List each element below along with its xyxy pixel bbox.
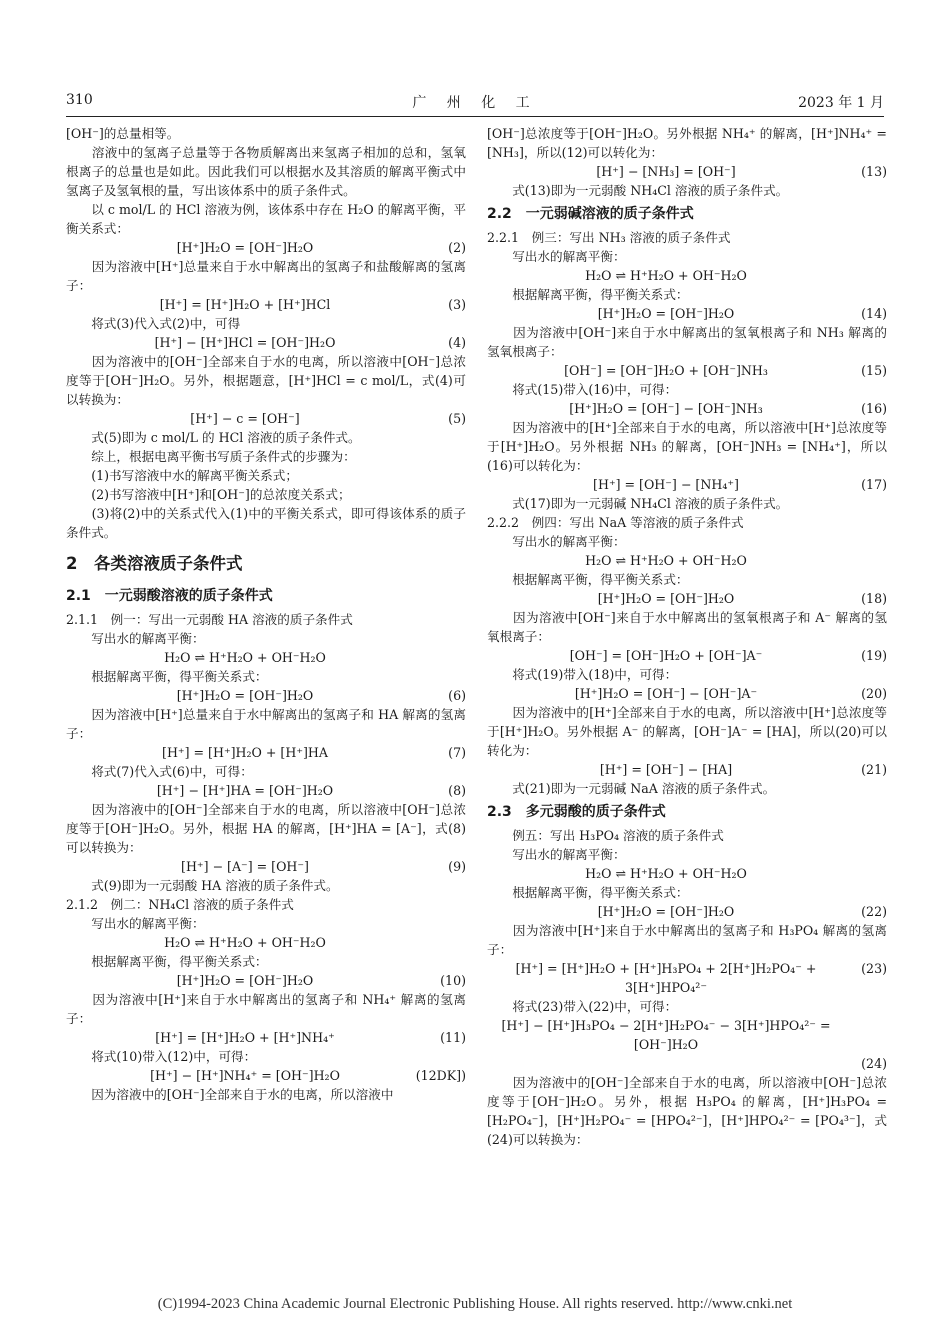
equation bbox=[487, 646, 887, 665]
equation-number: (12DK]) bbox=[415, 1068, 466, 1083]
equation-body: [H⁺]H₂O = [OH⁻] − [OH⁻]A⁻ bbox=[574, 686, 758, 701]
paragraph: 写出水的解离平衡： bbox=[66, 631, 205, 646]
equation-body: H₂O ⇌ H⁺H₂O + OH⁻H₂O bbox=[585, 866, 747, 881]
equation bbox=[487, 399, 887, 418]
equation bbox=[487, 266, 887, 285]
equation-number: (21) bbox=[861, 762, 887, 777]
equation bbox=[66, 933, 466, 952]
subsection-heading: 2.3 多元弱酸的质子条件式 bbox=[487, 804, 666, 820]
paragraph: 根据解离平衡，得平衡关系式： bbox=[487, 885, 689, 900]
paragraph: 将式(19)带入(18)中，可得： bbox=[487, 667, 678, 682]
equation-body: [OH⁻] = [OH⁻]H₂O + [OH⁻]A⁻ bbox=[569, 648, 763, 663]
equation-body: [H⁺] = [H⁺]H₂O + [H⁺]HCl bbox=[159, 297, 331, 312]
equation-body: [H⁺]H₂O = [OH⁻]H₂O bbox=[597, 904, 735, 919]
paragraph: 根据解离平衡，得平衡关系式： bbox=[66, 669, 268, 684]
paragraph: 因为溶液中的[OH⁻]全部来自于水的电离，所以溶液中 bbox=[66, 1087, 394, 1102]
equation bbox=[487, 684, 887, 703]
equation-number: (9) bbox=[448, 859, 466, 874]
equation bbox=[66, 1028, 466, 1047]
equation bbox=[487, 760, 887, 779]
paragraph: 写出水的解离平衡： bbox=[66, 916, 205, 931]
equation-number: (10) bbox=[440, 973, 466, 988]
paragraph: 写出水的解离平衡： bbox=[487, 249, 626, 264]
equation bbox=[487, 902, 887, 921]
equation bbox=[66, 743, 466, 762]
journal-title: 广 州 化 工 bbox=[412, 95, 538, 111]
paragraph: 因为溶液中的[OH⁻]全部来自于水的电离，所以溶液中[OH⁻]总浓度等于[OH⁻]H₂O。另外，根据 H₃PO₄ 的解离，[H⁺]H₃PO₄ = [H₂PO₄⁻]，[H⁺]H₂PO₄⁻ = [HPO₄²⁻]，[H⁺]HPO₄²⁻ = [PO₄³⁻]，式(24)可以转换为： bbox=[487, 1075, 887, 1147]
equation-number: (20) bbox=[861, 686, 887, 701]
paragraph: 式(5)即为 c mol/L 的 HCl 溶液的质子条件式。 bbox=[66, 430, 361, 445]
paragraph: 根据解离平衡，得平衡关系式： bbox=[66, 954, 268, 969]
paragraph: 2.2.2 例四：写出 NaA 等溶液的质子条件式 bbox=[487, 515, 744, 530]
paragraph: 因为溶液中的[OH⁻]全部来自于水的电离，所以溶液中[OH⁻]总浓度等于[OH⁻]H₂O。另外，根据 HA 的解离，[H⁺]HA = [A⁻]，式(8)可以转换为： bbox=[66, 802, 466, 855]
equation-body: [H⁺] = [H⁺]H₂O + [H⁺]NH₄⁺ bbox=[155, 1030, 335, 1045]
paragraph: 式(17)即为一元弱碱 NH₄Cl 溶液的质子条件式。 bbox=[487, 496, 789, 511]
equation-number: (16) bbox=[861, 401, 887, 416]
paragraph: 溶液中的氢离子总量等于各物质解离出来氢离子相加的总和，氢氧根离子的总量也是如此。因此我们可以根据水及其溶质的解离平衡式中氢离子及氢氧根的量，写出该体系中的质子条件式。 bbox=[66, 145, 466, 198]
equation-number: (15) bbox=[861, 363, 887, 378]
equation-number: (24) bbox=[861, 1056, 887, 1071]
paragraph: 因为溶液中[H⁺]来自于水中解离出的氢离子和 NH₄⁺ 解离的氢离子： bbox=[66, 992, 466, 1026]
right-column bbox=[487, 124, 887, 1149]
equation-body: [OH⁻] = [OH⁻]H₂O + [OH⁻]NH₃ bbox=[564, 363, 768, 378]
equation-body: [H⁺]H₂O = [OH⁻]H₂O bbox=[597, 591, 735, 606]
equation-body: [H⁺] − c = [OH⁻] bbox=[190, 411, 300, 426]
paragraph: 式(9)即为一元弱酸 HA 溶液的质子条件式。 bbox=[66, 878, 339, 893]
equation-body: [H⁺] − [H⁺]HA = [OH⁻]H₂O bbox=[156, 783, 334, 798]
equation bbox=[487, 475, 887, 494]
paragraph: 因为溶液中的[H⁺]全部来自于水的电离，所以溶液中[H⁺]总浓度等于[H⁺]H₂O。另外根据 NH₃ 的解离，[OH⁻]NH₃ = [NH₄⁺]，所以(16)可以转化为： bbox=[487, 420, 887, 473]
equation-number: (18) bbox=[861, 591, 887, 606]
equation bbox=[66, 648, 466, 667]
equation bbox=[487, 864, 887, 883]
equation bbox=[487, 589, 887, 608]
paragraph: 2.2.1 例三：写出 NH₃ 溶液的质子条件式 bbox=[487, 230, 731, 245]
equation bbox=[66, 857, 466, 876]
equation-body: [H⁺] = [H⁺]H₂O + [H⁺]HA bbox=[162, 745, 328, 760]
equation bbox=[487, 959, 887, 997]
equation-number: (13) bbox=[861, 164, 887, 179]
paragraph: 因为溶液中[H⁺]来自于水中解离出的氢离子和 H₃PO₄ 解离的氢离子： bbox=[487, 923, 887, 957]
equation-number: (11) bbox=[440, 1030, 466, 1045]
equation bbox=[487, 551, 887, 570]
header-rule bbox=[66, 116, 884, 117]
equation-number: (19) bbox=[861, 648, 887, 663]
equation-body: [H⁺] = [OH⁻] − [NH₄⁺] bbox=[593, 477, 739, 492]
paragraph: [OH⁻]总浓度等于[OH⁻]H₂O。另外根据 NH₄⁺ 的解离，[H⁺]NH₄⁺ = [NH₃]，所以(12)可以转化为： bbox=[487, 126, 887, 160]
paragraph: 写出水的解离平衡： bbox=[487, 847, 626, 862]
equation-body: [H⁺] = [H⁺]H₂O + [H⁺]H₃PO₄ + 2[H⁺]H₂PO₄⁻ + 3[H⁺]HPO₄²⁻ bbox=[515, 961, 817, 995]
paragraph: 以 c mol/L 的 HCl 溶液为例，该体系中存在 H₂O 的解离平衡，平衡关系式： bbox=[66, 202, 466, 236]
equation-number: (7) bbox=[448, 745, 466, 760]
issue-date: 2023 年 1 月 bbox=[798, 95, 884, 111]
equation-number: (8) bbox=[448, 783, 466, 798]
equation-number: (14) bbox=[861, 306, 887, 321]
equation-number: (2) bbox=[448, 240, 466, 255]
paragraph: 根据解离平衡，得平衡关系式： bbox=[487, 287, 689, 302]
paragraph: 2.1.2 例二：NH₄Cl 溶液的质子条件式 bbox=[66, 897, 294, 912]
paragraph: 根据解离平衡，得平衡关系式： bbox=[487, 572, 689, 587]
equation bbox=[487, 361, 887, 380]
subsection-heading: 2.1 一元弱酸溶液的质子条件式 bbox=[66, 588, 273, 604]
equation-number: (4) bbox=[448, 335, 466, 350]
paragraph: 将式(3)代入式(2)中，可得 bbox=[66, 316, 241, 331]
equation-body: H₂O ⇌ H⁺H₂O + OH⁻H₂O bbox=[585, 553, 747, 568]
paragraph: 将式(15)带入(16)中，可得： bbox=[487, 382, 678, 397]
equation bbox=[487, 1016, 887, 1054]
equation-body: [H⁺] − [NH₃] = [OH⁻] bbox=[596, 164, 736, 179]
equation bbox=[66, 686, 466, 705]
equation-number: (22) bbox=[861, 904, 887, 919]
equation bbox=[66, 1066, 466, 1085]
equation-body: [H⁺]H₂O = [OH⁻] − [OH⁻]NH₃ bbox=[569, 401, 763, 416]
equation bbox=[66, 238, 466, 257]
section-heading: 2 各类溶液质子条件式 bbox=[66, 554, 243, 573]
equation bbox=[66, 295, 466, 314]
paragraph: 综上，根据电离平衡书写质子条件式的步骤为： bbox=[66, 449, 356, 464]
equation bbox=[66, 781, 466, 800]
paragraph: (2)书写溶液中[H⁺]和[OH⁻]的总浓度关系式； bbox=[66, 487, 351, 502]
equation-body: H₂O ⇌ H⁺H₂O + OH⁻H₂O bbox=[585, 268, 747, 283]
paragraph: (3)将(2)中的关系式代入(1)中的平衡关系式，即可得该体系的质子条件式。 bbox=[66, 506, 466, 540]
paragraph: 例五：写出 H₃PO₄ 溶液的质子条件式 bbox=[487, 828, 724, 843]
equation-body: [H⁺] − [H⁺]H₃PO₄ − 2[H⁺]H₂PO₄⁻ − 3[H⁺]HPO₄²⁻ = [OH⁻]H₂O bbox=[501, 1018, 831, 1052]
equation bbox=[66, 971, 466, 990]
paragraph: 将式(7)代入式(6)中，可得： bbox=[66, 764, 253, 779]
paragraph: 式(13)即为一元弱酸 NH₄Cl 溶液的质子条件式。 bbox=[487, 183, 789, 198]
equation-body: [H⁺]H₂O = [OH⁻]H₂O bbox=[176, 688, 314, 703]
equation bbox=[487, 304, 887, 323]
equation-body: [H⁺] = [OH⁻] − [HA] bbox=[599, 762, 733, 777]
equation-number: (17) bbox=[861, 477, 887, 492]
paragraph: 写出水的解离平衡： bbox=[487, 534, 626, 549]
paragraph: [OH⁻]的总量相等。 bbox=[66, 126, 180, 141]
paragraph: 因为溶液中[H⁺]总量来自于水中解离出的氢离子和盐酸解离的氢离子： bbox=[66, 259, 466, 293]
equation-body: [H⁺] − [H⁺]HCl = [OH⁻]H₂O bbox=[154, 335, 336, 350]
page-header bbox=[66, 88, 884, 112]
copyright-footer: (C)1994-2023 China Academic Journal Electronic Publishing House. All rights reserved. http://www.cnki.net bbox=[157, 1296, 793, 1312]
equation-body: H₂O ⇌ H⁺H₂O + OH⁻H₂O bbox=[164, 935, 326, 950]
equation-body: [H⁺]H₂O = [OH⁻]H₂O bbox=[597, 306, 735, 321]
paragraph: 将式(10)带入(12)中，可得： bbox=[66, 1049, 257, 1064]
left-column bbox=[66, 124, 466, 1104]
paragraph: 因为溶液中[OH⁻]来自于水中解离出的氢氧根离子和 NH₃ 解离的氢氧根离子： bbox=[487, 325, 887, 359]
page-number: 310 bbox=[66, 92, 93, 108]
paragraph: 因为溶液中的[H⁺]全部来自于水的电离，所以溶液中[H⁺]总浓度等于[H⁺]H₂O。另外根据 A⁻ 的解离，[OH⁻]A⁻ = [HA]，所以(20)可以转化为： bbox=[487, 705, 887, 758]
equation bbox=[487, 162, 887, 181]
paragraph: 因为溶液中的[OH⁻]全部来自于水的电离，所以溶液中[OH⁻]总浓度等于[OH⁻]H₂O。另外，根据题意，[H⁺]HCl = c mol/L，式(4)可以转换为： bbox=[66, 354, 466, 407]
equation-body: [H⁺]H₂O = [OH⁻]H₂O bbox=[176, 973, 314, 988]
paragraph: 因为溶液中[H⁺]总量来自于水中解离出的氢离子和 HA 解离的氢离子： bbox=[66, 707, 466, 741]
equation-body: [H⁺] − [A⁻] = [OH⁻] bbox=[181, 859, 309, 874]
equation-body: [H⁺]H₂O = [OH⁻]H₂O bbox=[176, 240, 314, 255]
equation-number: (3) bbox=[448, 297, 466, 312]
equation-number: (5) bbox=[448, 411, 466, 426]
equation-body: [H⁺] − [H⁺]NH₄⁺ = [OH⁻]H₂O bbox=[150, 1068, 340, 1083]
paragraph: 因为溶液中[OH⁻]来自于水中解离出的氢氧根离子和 A⁻ 解离的氢氧根离子： bbox=[487, 610, 887, 644]
equation-number: (6) bbox=[448, 688, 466, 703]
subsection-heading: 2.2 一元弱碱溶液的质子条件式 bbox=[487, 206, 694, 222]
equation bbox=[66, 333, 466, 352]
paragraph: 2.1.1 例一：写出一元弱酸 HA 溶液的质子条件式 bbox=[66, 612, 353, 627]
equation-body: H₂O ⇌ H⁺H₂O + OH⁻H₂O bbox=[164, 650, 326, 665]
paragraph: 式(21)即为一元弱碱 NaA 溶液的质子条件式。 bbox=[487, 781, 776, 796]
paragraph: 将式(23)带入(22)中，可得： bbox=[487, 999, 678, 1014]
paragraph: (1)书写溶液中水的解离平衡关系式； bbox=[66, 468, 298, 483]
equation bbox=[66, 409, 466, 428]
equation-number: (23) bbox=[861, 961, 887, 976]
